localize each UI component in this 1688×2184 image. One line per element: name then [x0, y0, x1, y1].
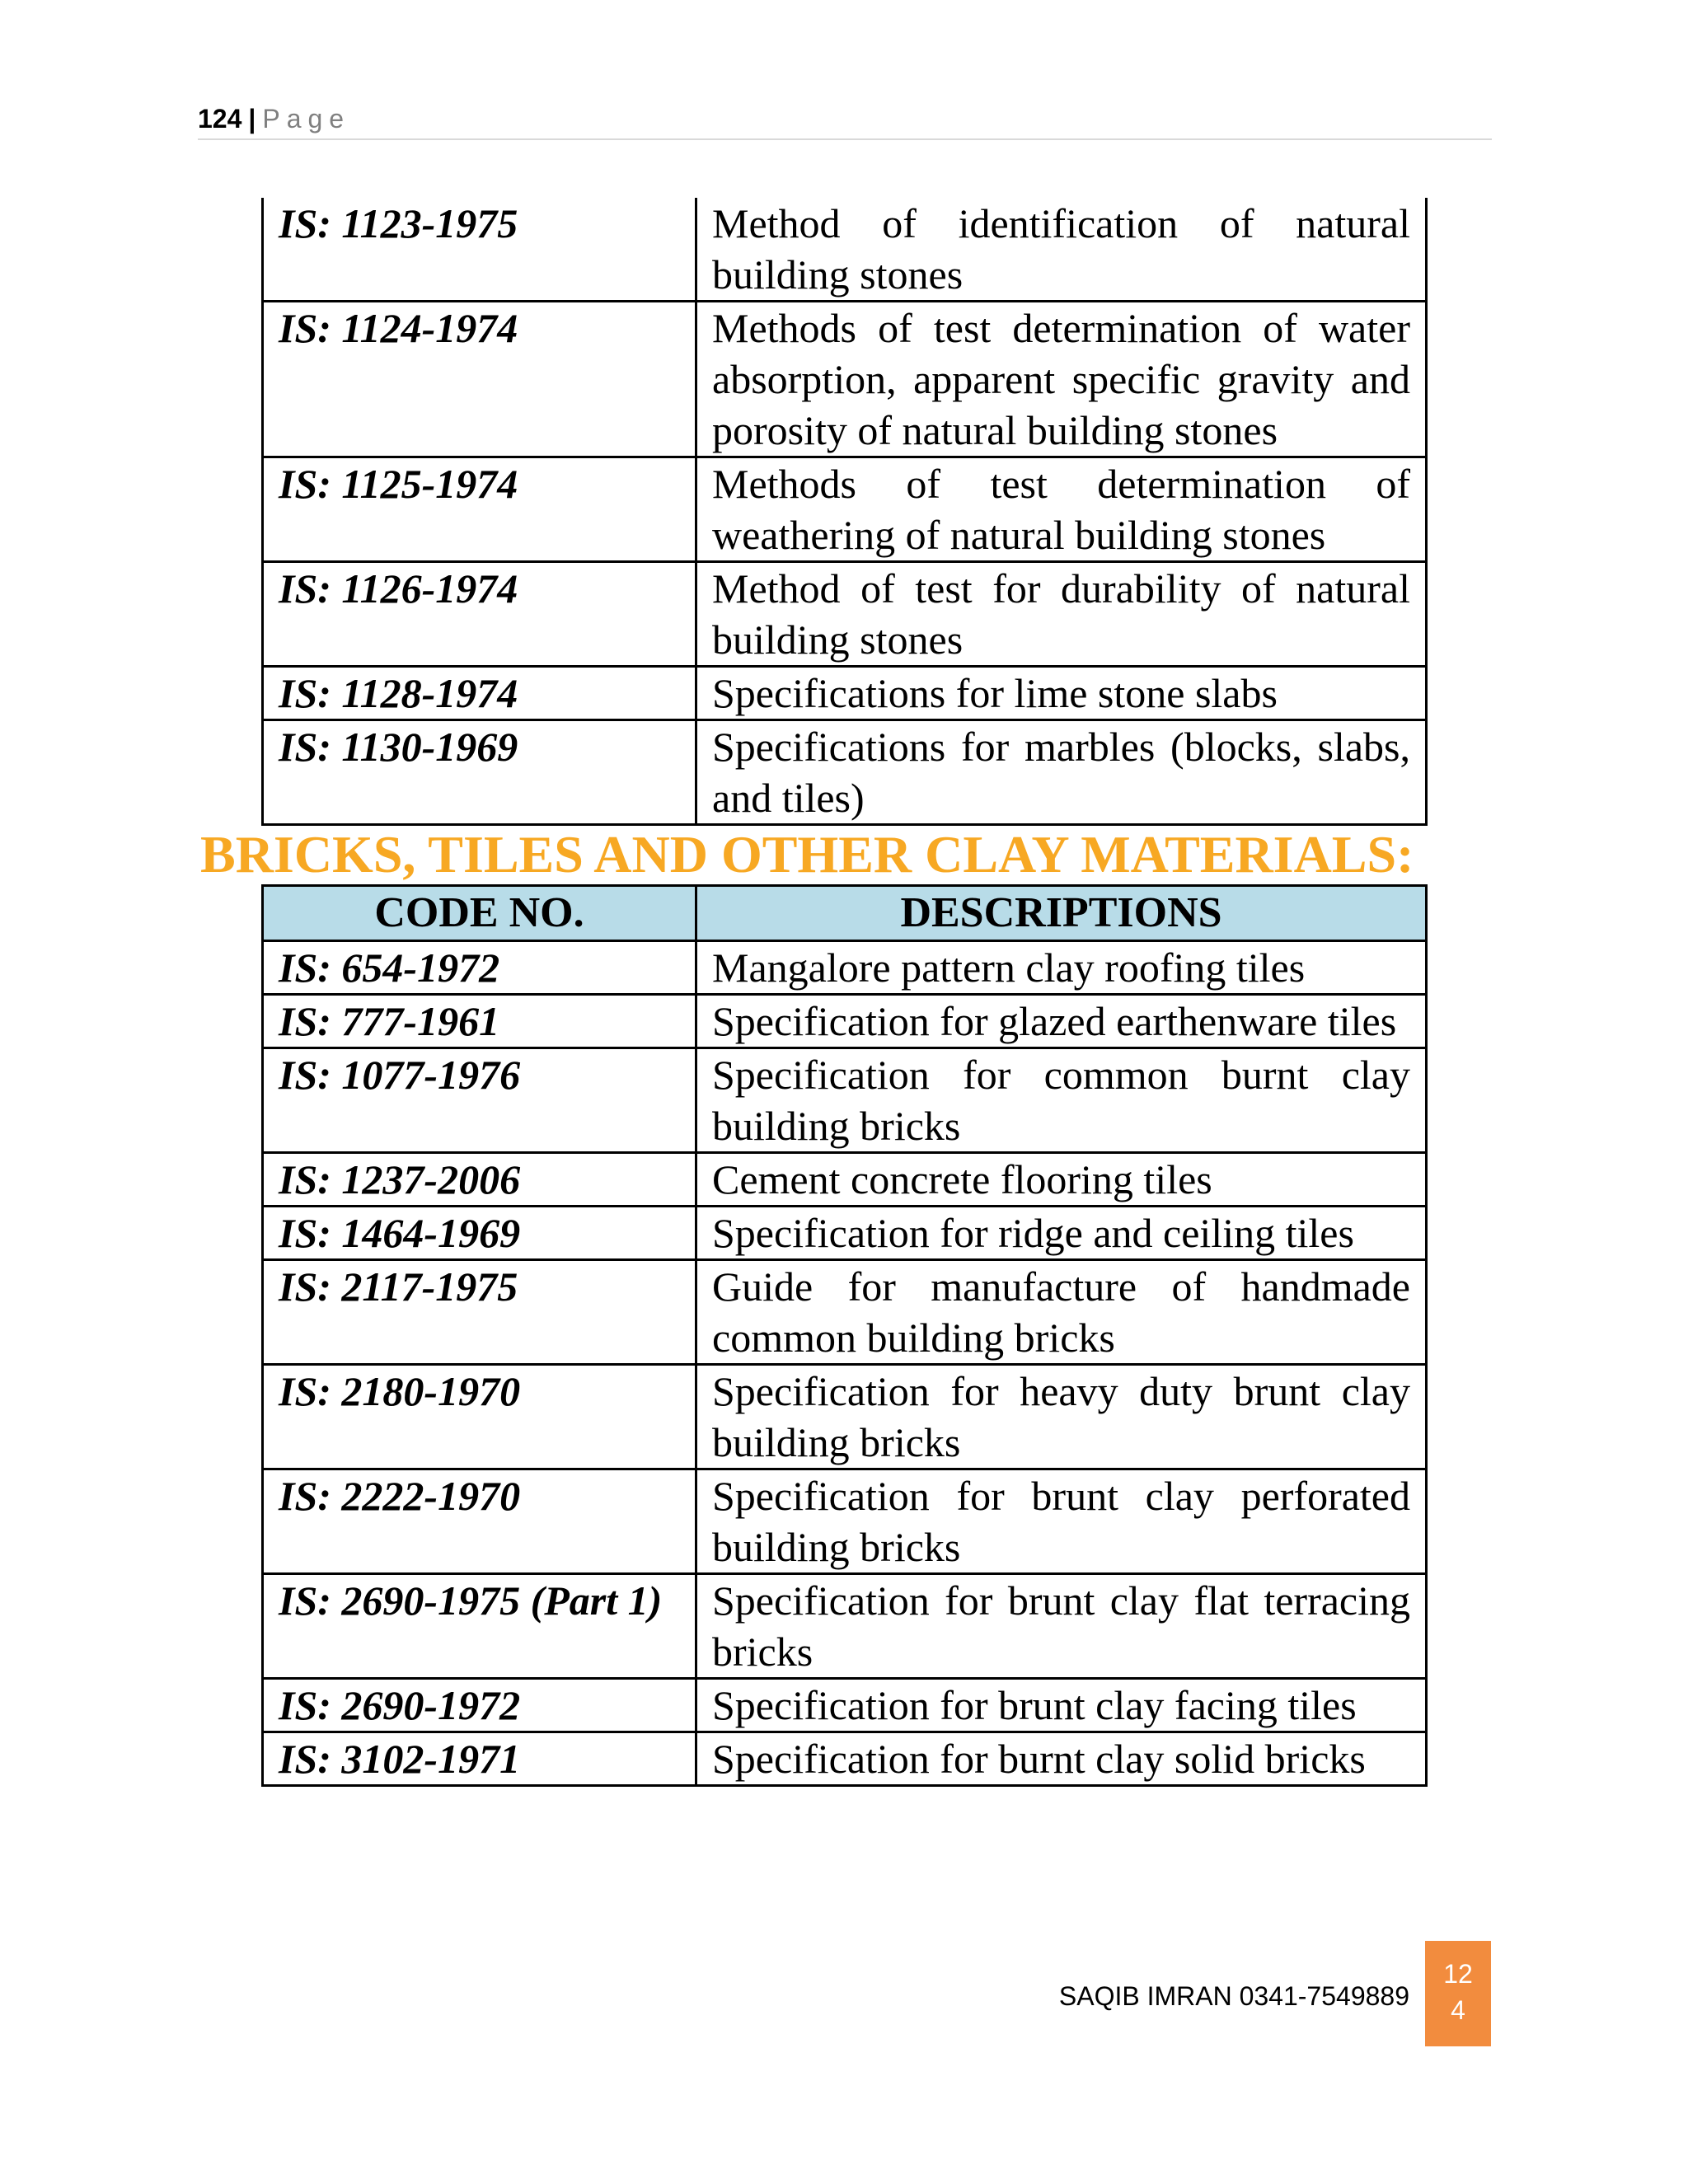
code-cell: IS: 1237-2006: [263, 1153, 696, 1207]
code-cell: IS: 1464-1969: [263, 1207, 696, 1260]
code-cell: IS: 654-1972: [263, 941, 696, 995]
description-cell: Guide for manufacture of handmade common building bricks: [696, 1260, 1427, 1365]
code-cell: IS: 2117-1975: [263, 1260, 696, 1365]
page-number-badge: [1425, 1941, 1491, 2046]
code-cell: IS: 1077-1976: [263, 1048, 696, 1153]
description-cell: Specification for common burnt clay building bricks: [696, 1048, 1427, 1153]
table-row: [263, 1207, 1427, 1260]
footer-author: SAQIB IMRAN 0341-7549889: [1058, 1981, 1409, 2011]
table-row: [263, 1365, 1427, 1469]
description-column-header: DESCRIPTIONS: [696, 886, 1427, 941]
description-cell: Specifications for lime stone slabs: [696, 667, 1427, 720]
description-cell: Specification for ridge and ceiling tiles: [696, 1207, 1427, 1260]
code-cell: IS: 1130-1969: [263, 720, 696, 825]
description-cell: Methods of test determination of water absorption, apparent specific gravity and porosity of natural building stones: [696, 302, 1427, 457]
code-cell: IS: 1128-1974: [263, 667, 696, 720]
table-row: [263, 1679, 1427, 1732]
page-header: [198, 99, 1492, 140]
code-column-header: CODE NO.: [263, 886, 696, 941]
table-row: [263, 667, 1427, 720]
section-title: BRICKS, TILES AND OTHER CLAY MATERIALS:: [200, 825, 1414, 883]
code-cell: IS: 1125-1974: [263, 457, 696, 562]
code-cell: IS: 1124-1974: [263, 302, 696, 457]
description-cell: Cement concrete flooring tiles: [696, 1153, 1427, 1207]
code-cell: IS: 3102-1971: [263, 1732, 696, 1786]
description-cell: Method of identification of natural building stones: [696, 198, 1427, 302]
table-row: [263, 562, 1427, 667]
description-cell: Specification for brunt clay flat terracing bricks: [696, 1574, 1427, 1679]
description-cell: Specifications for marbles (blocks, slabs, and tiles): [696, 720, 1427, 825]
table-header-row: [263, 886, 1427, 941]
description-cell: Mangalore pattern clay roofing tiles: [696, 941, 1427, 995]
header-separator: |: [248, 104, 256, 134]
description-cell: Specification for brunt clay perforated building bricks: [696, 1469, 1427, 1574]
code-cell: IS: 1123-1975: [263, 198, 696, 302]
description-cell: Method of test for durability of natural building stones: [696, 562, 1427, 667]
table-row: [263, 1732, 1427, 1786]
code-cell: IS: 777-1961: [263, 995, 696, 1048]
description-cell: Specification for heavy duty brunt clay building bricks: [696, 1365, 1427, 1469]
header-page-label: Page: [262, 104, 351, 134]
description-cell: Specification for brunt clay facing tiles: [696, 1679, 1427, 1732]
clay-materials-table: [261, 884, 1428, 1787]
table-row: [263, 457, 1427, 562]
table-row: [263, 1153, 1427, 1207]
code-cell: IS: 1126-1974: [263, 562, 696, 667]
code-cell: IS: 2690-1972: [263, 1679, 696, 1732]
header-page-number: 124: [198, 104, 242, 134]
badge-line-2: 4: [1451, 1995, 1465, 2025]
description-cell: Methods of test determination of weathering of natural building stones: [696, 457, 1427, 562]
table-row: [263, 198, 1427, 302]
stones-standards-table: [261, 198, 1428, 826]
table-row: [263, 302, 1427, 457]
description-cell: Specification for burnt clay solid bricks: [696, 1732, 1427, 1786]
badge-line-1: 12: [1443, 1959, 1473, 1989]
description-cell: Specification for glazed earthenware tiles: [696, 995, 1427, 1048]
code-cell: IS: 2180-1970: [263, 1365, 696, 1469]
table-row: [263, 1469, 1427, 1574]
table-row: [263, 1260, 1427, 1365]
table-row: [263, 720, 1427, 825]
table-row: [263, 1048, 1427, 1153]
code-cell: IS: 2222-1970: [263, 1469, 696, 1574]
table-row: [263, 941, 1427, 995]
code-cell: IS: 2690-1975 (Part 1): [263, 1574, 696, 1679]
table-row: [263, 995, 1427, 1048]
table-row: [263, 1574, 1427, 1679]
